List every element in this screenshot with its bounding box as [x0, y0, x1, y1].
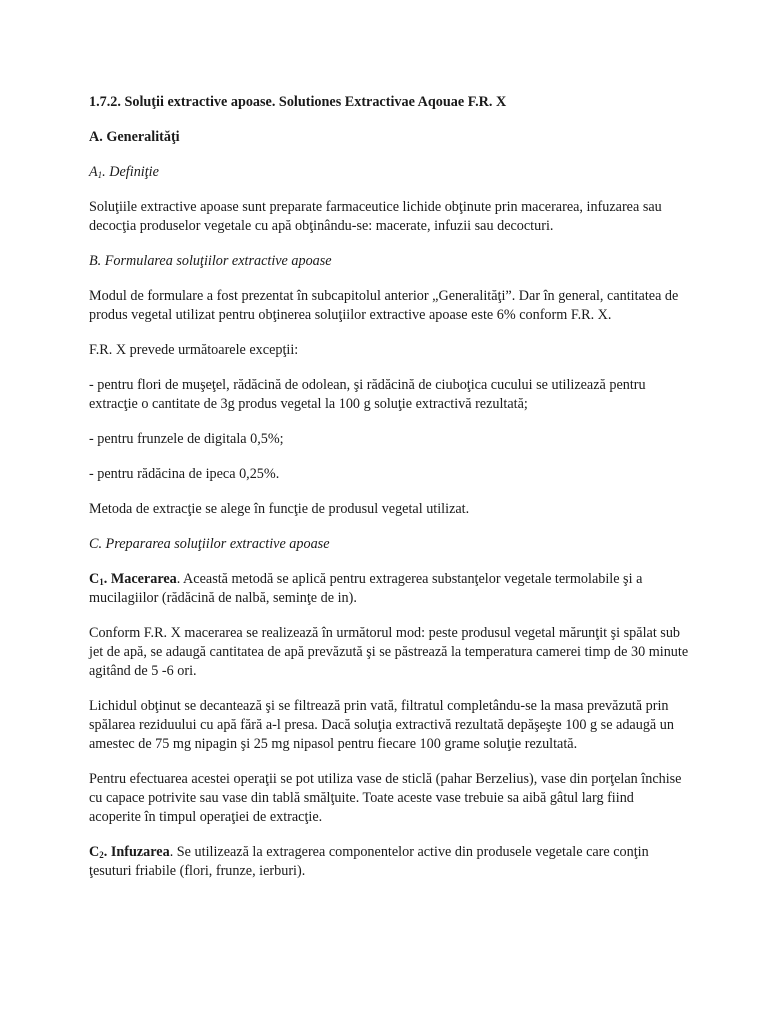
- infusion-paragraph: [89, 843, 689, 881]
- subsection-a1-heading: [89, 163, 689, 182]
- c2-subscript: 2: [99, 850, 104, 860]
- exception-item-3: - pentru rădăcina de ipeca 0,25%.: [89, 466, 280, 482]
- document-title: 1.7.2. Soluţii extractive apoase. Solutiones Extractivae Aqouae F.R. X: [89, 94, 507, 110]
- a1-prefix: A: [89, 164, 98, 180]
- maceration-process-paragraph: Conform F.R. X macerarea se realizează în următorul mod: peste produsul vegetal mărunţit şi spălat sub jet de apă, se adaugă cantitatea de apă prevăzută şi se păstrează la temperatura camerei timp de 30 minute agitând de 5 -6 ori.: [89, 625, 689, 679]
- c2-prefix: C: [89, 844, 100, 860]
- definition-paragraph: Soluţiile extractive apoase sunt preparate farmaceutice lichide obţinute prin macerarea, infuzarea sau decocţia produselor vegetale cu apă obţinându-se: macerate, infuzii sau decocturi.: [89, 199, 662, 234]
- decant-paragraph: Lichidul obţinut se decantează şi se filtrează prin vată, filtratul completându-se la masa prevăzută prin spălarea reziduului cu apă fără a-l presa. Dacă soluţia extractivă rezultată depăşeşte 100 g se adaugă un amestec de 75 mg nipagin şi 25 mg nipasol pentru fiecare 100 grame soluţie rezultată.: [89, 698, 674, 752]
- a1-label: . Definiţie: [102, 164, 159, 180]
- c1-label: . Macerarea: [103, 571, 177, 587]
- vessels-paragraph: Pentru efectuarea acestei operaţii se pot utiliza vase de sticlă (pahar Berzelius), vase din porţelan închise cu capace potrivite sau vase din tablă smălţuite. Toate aceste vase trebuie sa aibă gâtul larg fiind acoperite în timpul operaţiei de extracţie.: [89, 771, 682, 825]
- maceration-paragraph: [89, 570, 689, 608]
- exceptions-intro: F.R. X prevede următoarele excepţii:: [89, 342, 299, 358]
- c2-label: . Infuzarea: [103, 844, 170, 860]
- section-c-heading: C. Prepararea soluţiilor extractive apoase: [89, 536, 330, 552]
- c2-heading: [89, 844, 170, 860]
- c1-subscript: 1: [99, 577, 104, 587]
- exception-item-1: - pentru flori de muşeţel, rădăcină de odolean, şi rădăcină de ciuboţica cucului se utilizează pentru extracţie o cantitate de 3g produs vegetal la 100 g soluţie extractivă rezultată;: [89, 377, 646, 412]
- method-paragraph: Metoda de extracţie se alege în funcţie de produsul vegetal utilizat.: [89, 501, 470, 517]
- section-b-heading: B. Formularea soluţiilor extractive apoase: [89, 253, 332, 269]
- c1-text: . Această metodă se aplică pentru extragerea substanţelor vegetale termolabile şi a mucilagiilor (rădăcină de nalbă, seminţe de in).: [89, 571, 643, 606]
- c2-text: . Se utilizează la extragerea componentelor active din produsele vegetale care conţin ţesuturi friabile (flori, frunze, ierburi).: [89, 844, 649, 879]
- a1-subscript: 1: [97, 170, 103, 180]
- c1-heading: [89, 571, 177, 587]
- c1-prefix: C: [89, 571, 100, 587]
- document-page: [89, 93, 689, 897]
- formulation-paragraph: Modul de formulare a fost prezentat în subcapitolul anterior „Generalităţi”. Dar în general, cantitatea de produs vegetal utilizat pentru obţinerea soluţiilor extractive apoase este 6% conform F.R. X.: [89, 288, 679, 323]
- exception-item-2: - pentru frunzele de digitala 0,5%;: [89, 431, 284, 447]
- section-a-heading: A. Generalităţi: [89, 129, 180, 145]
